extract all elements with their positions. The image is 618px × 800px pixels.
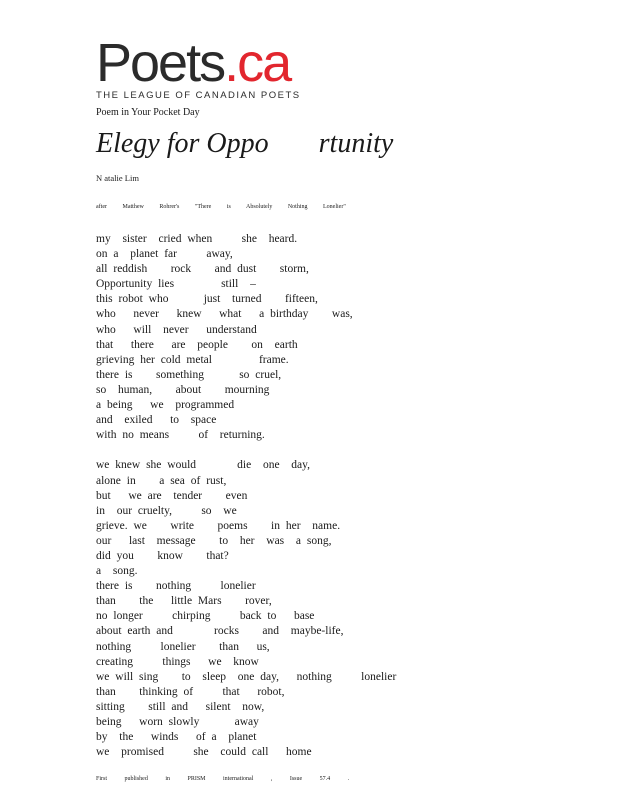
series-label: Poem in Your Pocket Day [96,107,200,118]
publication-credit: First published in PRISM international , Issue 57.4 . [96,776,350,782]
logo-wordmark-accent: .ca [224,33,291,93]
poem-line: than the little Mars rover, [96,595,272,608]
poem-line: we promised she could call home [96,746,312,759]
poem-line: our last message to her was a song, [96,534,332,547]
poets-ca-logo[interactable] [96,33,306,101]
poem-line: who never knew what a birthday was, [96,308,353,321]
poem-line: nothing lonelier than us, [96,640,270,653]
poem-epigraph: after Matthew Rohrer's "There is Absolutely Nothing Lonelier" [96,204,346,210]
poem-title-part2: rtunity [318,128,394,159]
poem-line: with no means of returning. [96,429,265,442]
poem-line: this robot who just turned fifteen, [96,293,318,306]
poem-line: on a planet far away, [96,248,233,261]
logo-wordmark [96,33,306,93]
poem-line: so human, about mourning [96,383,270,396]
poem-line: creating things we know [96,655,259,668]
stanza-break [96,443,396,458]
poem-line: who will never understand [96,323,257,336]
poem-line: grieving her cold metal frame. [96,353,289,366]
poem-line: there is nothing lonelier [96,580,256,593]
poem-line: grieve. we write poems in her name. [96,519,341,532]
poem-line: a song. [96,565,138,578]
poem-line: being worn slowly away [96,716,259,728]
poem-line: than thinking of that robot, [96,685,285,698]
poem-title [96,128,393,160]
poem-line: alone in a sea of rust, [96,474,227,487]
poem-line: about earth and rocks and maybe-life, [96,625,344,638]
poem-line: by the winds of a planet [96,731,257,744]
poem-line: we will sing to sleep one day, nothing lonelier [96,670,397,683]
poem-line: we knew she would die one day, [96,459,311,472]
poem-line: all reddish rock and dust storm, [96,263,309,276]
logo-tagline: THE LEAGUE OF CANADIAN POETS [96,90,301,101]
poem-line: did you know that? [96,549,229,562]
poem-author: N atalie Lim [96,173,139,183]
poem-title-part1: Elegy for Oppo [96,128,269,159]
poem-line: but we are tender even [96,489,248,502]
poem-line: there is something so cruel, [96,368,282,381]
poem-line: in our cruelty, so we [96,504,237,517]
logo-wordmark-main: Poets [96,33,225,93]
poem-body [96,232,396,760]
poem-line: my sister cried when she heard. [96,233,298,245]
poem-line: and exiled to space [96,414,217,427]
poem-line: sitting still and silent now, [96,700,265,713]
poem-line: that there are people on earth [96,338,298,351]
poem-line: Opportunity lies still – [96,278,256,291]
poem-line: no longer chirping back to base [96,610,315,623]
poem-line: a being we programmed [96,399,235,412]
